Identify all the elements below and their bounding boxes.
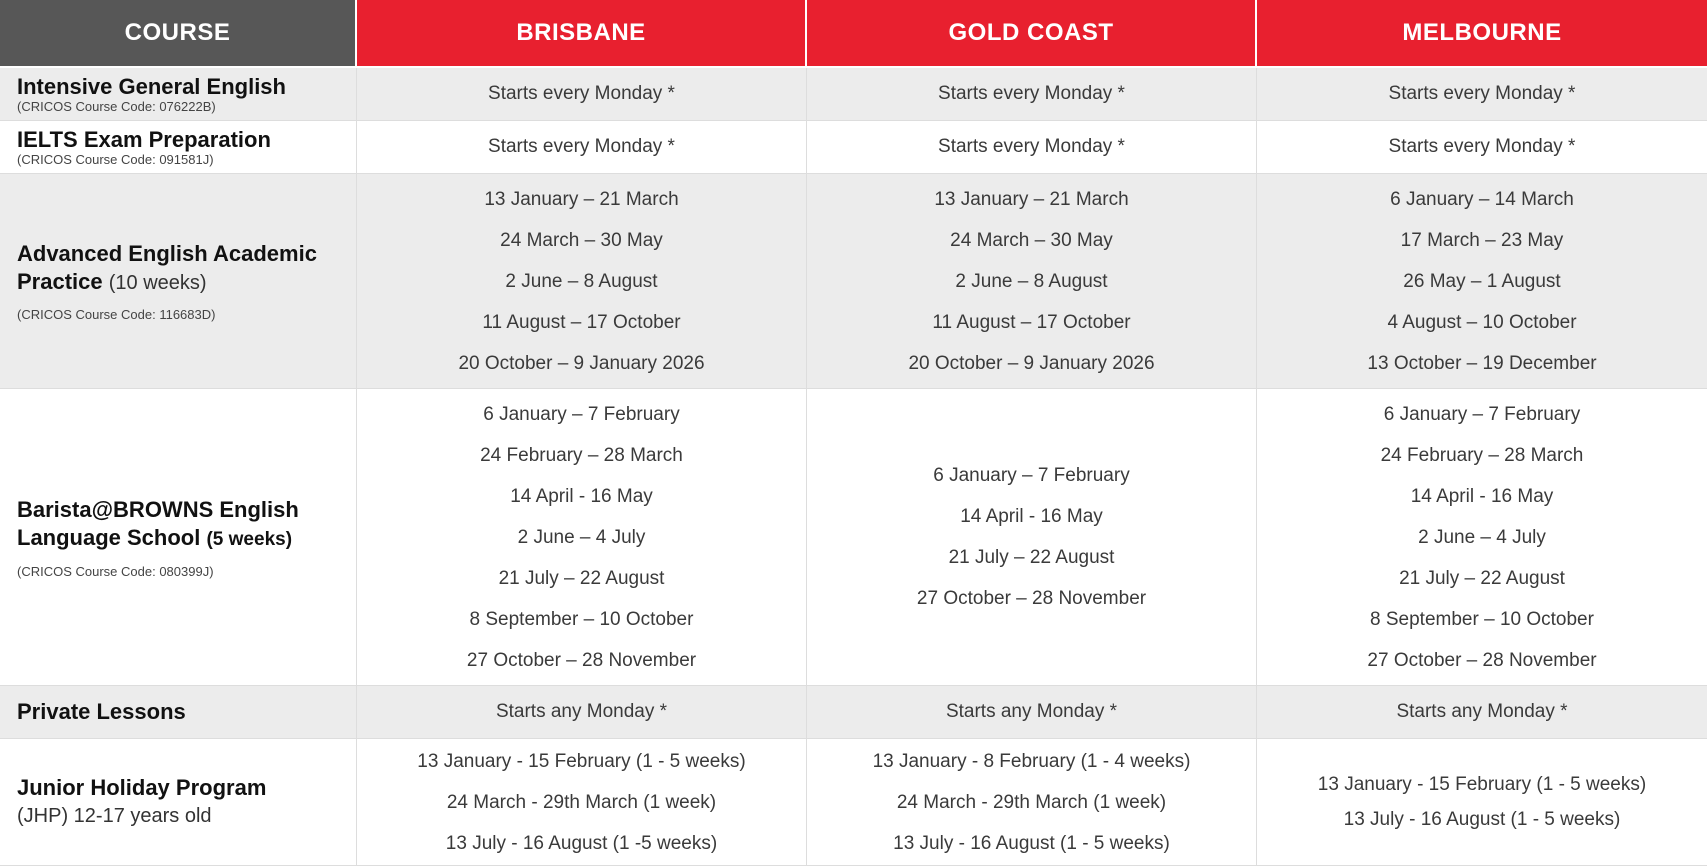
- date-range: 14 April - 16 May: [960, 506, 1103, 527]
- date-range: 24 March – 30 May: [950, 229, 1113, 251]
- date-range: 24 March – 30 May: [500, 229, 663, 251]
- date-range: 13 January – 21 March: [934, 188, 1129, 210]
- aeap-brisbane: [357, 174, 807, 389]
- course-duration: (5 weeks): [206, 528, 293, 550]
- ielts-melbourne: [1257, 121, 1707, 174]
- cricos-code: (CRICOS Course Code: 091581J): [17, 151, 214, 167]
- private-gold-coast: [807, 686, 1257, 739]
- header-course: COURSE: [0, 0, 357, 68]
- date-range: 4 August – 10 October: [1387, 311, 1577, 333]
- aeap-melbourne: [1257, 174, 1707, 389]
- date-range: 20 October – 9 January 2026: [458, 352, 705, 374]
- date-range: 21 July – 22 August: [1399, 567, 1565, 589]
- private-melbourne: [1257, 686, 1707, 739]
- date-range: 6 January – 7 February: [1383, 403, 1581, 425]
- date-list: [467, 394, 696, 681]
- date-range: 13 January - 15 February (1 - 5 weeks): [417, 750, 746, 772]
- date-list: [917, 455, 1146, 619]
- date-range: 17 March – 23 May: [1400, 229, 1564, 251]
- course-duration: (10 weeks): [108, 272, 207, 294]
- barista-melbourne: [1257, 389, 1707, 686]
- course-name: [17, 496, 299, 554]
- course-ielts-exam-preparation: [0, 121, 357, 174]
- cricos-code: (CRICOS Course Code: 076222B): [17, 98, 216, 114]
- date-range: 6 January – 14 March: [1390, 188, 1574, 210]
- date-range: 24 February – 28 March: [1380, 444, 1584, 466]
- date-range: 13 January - 8 February (1 - 4 weeks): [872, 750, 1191, 772]
- course-name: Private Lessons: [17, 699, 186, 724]
- private-brisbane: [357, 686, 807, 739]
- ige-gold-coast: [807, 68, 1257, 121]
- date-range: 13 July - 16 August (1 -5 weeks): [445, 832, 718, 854]
- header-gold-coast: GOLD COAST: [807, 0, 1257, 68]
- start-text: Starts every Monday *: [1388, 83, 1576, 104]
- barista-gold-coast: [807, 389, 1257, 686]
- date-range: 13 January - 15 February (1 - 5 weeks): [1317, 774, 1647, 795]
- date-list: [458, 179, 704, 384]
- course-name: IELTS Exam Preparation: [17, 126, 271, 152]
- date-range: 27 October – 28 November: [1367, 649, 1597, 671]
- start-text: Starts every Monday *: [1388, 136, 1576, 157]
- date-range: 2 June – 4 July: [517, 526, 646, 548]
- date-range: 6 January – 7 February: [483, 403, 680, 425]
- date-range: 24 February – 28 March: [480, 444, 683, 466]
- start-text: Starts any Monday *: [945, 701, 1118, 722]
- date-range: 21 July – 22 August: [498, 567, 665, 589]
- date-range: 11 August – 17 October: [482, 311, 681, 333]
- date-list: [417, 741, 745, 864]
- date-range: 8 September – 10 October: [1370, 608, 1594, 630]
- cricos-code: (CRICOS Course Code: 080399J): [17, 563, 214, 579]
- date-list: [908, 179, 1154, 384]
- start-text: Starts any Monday *: [495, 701, 668, 722]
- date-range: 13 October – 19 December: [1367, 352, 1597, 374]
- barista-brisbane: [357, 389, 807, 686]
- date-range: 20 October – 9 January 2026: [908, 352, 1155, 374]
- jhp-brisbane: [357, 739, 807, 866]
- course-name-line1: Barista@BROWNS English: [17, 496, 299, 522]
- jhp-melbourne: [1257, 739, 1707, 866]
- ielts-brisbane: [357, 121, 807, 174]
- start-text: Starts every Monday *: [938, 136, 1125, 157]
- course-name: Junior Holiday Program: [17, 775, 267, 800]
- start-text: Starts every Monday *: [938, 83, 1125, 104]
- ige-melbourne: [1257, 68, 1707, 121]
- course-advanced-english-academic-practice: [0, 174, 357, 389]
- ige-brisbane: [357, 68, 807, 121]
- date-list: [1318, 767, 1646, 837]
- date-range: 2 June – 8 August: [505, 270, 658, 292]
- course-name: Intensive General English: [17, 73, 286, 99]
- date-range: 14 April - 16 May: [1410, 485, 1554, 507]
- date-range: 13 July - 16 August (1 - 5 weeks): [893, 832, 1170, 854]
- course-name-line2: Practice: [17, 269, 103, 294]
- date-range: 24 March - 29th March (1 week): [896, 791, 1167, 813]
- course-intensive-general-english: [0, 68, 357, 121]
- start-text: Starts every Monday *: [488, 83, 675, 104]
- course-barista-browns: [0, 389, 357, 686]
- date-list: [873, 741, 1191, 864]
- course-name-line1: Advanced English Academic: [17, 241, 317, 266]
- date-range: 24 March - 29th March (1 week): [446, 791, 717, 813]
- start-text: Starts any Monday *: [1396, 701, 1568, 722]
- date-range: 21 July – 22 August: [948, 547, 1115, 568]
- header-melbourne: MELBOURNE: [1257, 0, 1707, 68]
- date-range: 8 September – 10 October: [469, 608, 694, 630]
- date-range: 13 January – 21 March: [484, 188, 679, 210]
- date-range: 11 August – 17 October: [932, 311, 1131, 333]
- date-list: [1367, 179, 1596, 384]
- date-list: [1367, 394, 1596, 681]
- course-name: [17, 240, 317, 297]
- start-text: Starts every Monday *: [488, 136, 675, 157]
- date-range: 6 January – 7 February: [933, 465, 1130, 486]
- cricos-code: (CRICOS Course Code: 116683D): [17, 307, 216, 322]
- aeap-gold-coast: [807, 174, 1257, 389]
- jhp-gold-coast: [807, 739, 1257, 866]
- date-range: 27 October – 28 November: [466, 649, 697, 671]
- course-junior-holiday-program: [0, 739, 357, 866]
- course-subtitle: (JHP) 12-17 years old: [17, 805, 212, 827]
- ielts-gold-coast: [807, 121, 1257, 174]
- course-name-line2: Language School: [17, 524, 201, 550]
- date-range: 13 July - 16 August (1 - 5 weeks): [1343, 809, 1621, 830]
- course-private-lessons: [0, 686, 357, 739]
- date-range: 27 October – 28 November: [916, 588, 1147, 609]
- date-range: 26 May – 1 August: [1403, 270, 1561, 292]
- header-brisbane: BRISBANE: [357, 0, 807, 68]
- date-range: 2 June – 8 August: [955, 270, 1108, 292]
- date-range: 14 April - 16 May: [510, 485, 653, 507]
- date-range: 2 June – 4 July: [1418, 526, 1546, 548]
